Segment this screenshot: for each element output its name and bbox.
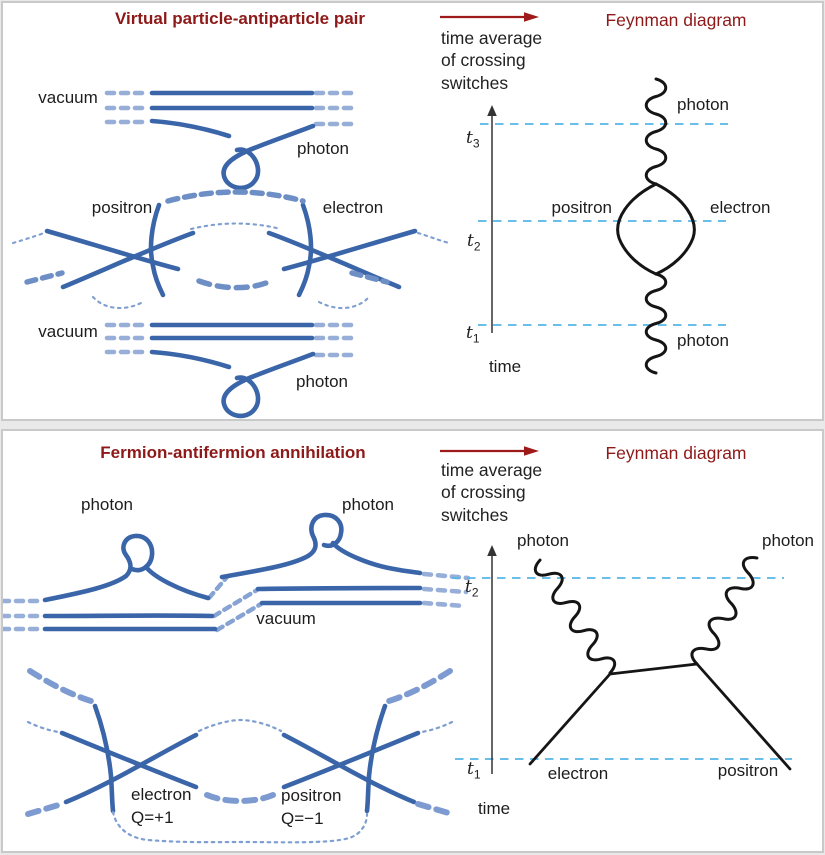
panel-annihilation bbox=[1, 429, 824, 853]
crossing-note: time average of crossing switches bbox=[441, 460, 543, 525]
feynman-diagram-title: Feynman diagram bbox=[605, 10, 747, 30]
vacuum-label-top: vacuum bbox=[38, 88, 98, 107]
up-arrow-icon bbox=[487, 545, 497, 556]
vacuum-strands bbox=[45, 515, 420, 629]
photon-wavy-bottom bbox=[646, 274, 666, 373]
photon-label-fd-top: photon bbox=[677, 95, 729, 114]
feynman-diagram-title: Feynman diagram bbox=[605, 443, 747, 463]
photon-label-art-bottom: photon bbox=[296, 372, 348, 391]
up-arrow-icon bbox=[487, 105, 497, 116]
feynman-graph bbox=[530, 553, 790, 769]
internal-fermion-line bbox=[610, 664, 697, 674]
electron-label-fd: electron bbox=[547, 764, 609, 783]
annihilation-fine-dots bbox=[28, 720, 452, 842]
vacuum-label: vacuum bbox=[256, 609, 316, 628]
positron-charge-label: positron Q=−1 bbox=[281, 786, 342, 828]
photon-label-fd-left: photon bbox=[517, 531, 569, 550]
switch-arrow bbox=[440, 446, 539, 455]
photon-wavy-top bbox=[646, 79, 666, 184]
time-axis-label: time bbox=[488, 357, 522, 376]
electron-charge-label: electron Q=+1 bbox=[131, 785, 192, 827]
time-slice-dashes bbox=[452, 578, 792, 759]
t3-label: $t_3$ bbox=[466, 128, 480, 151]
panel-title: Fermion-antifermion annihilation bbox=[100, 443, 366, 462]
panel-title: Virtual particle-antiparticle pair bbox=[114, 9, 366, 28]
electron-label-fd: electron bbox=[710, 198, 771, 217]
photon-wavy-right bbox=[689, 553, 766, 669]
positron-label-fd: positron bbox=[551, 198, 612, 217]
pair-bubble bbox=[618, 184, 695, 274]
t2-label: $t_2$ bbox=[467, 231, 481, 254]
right-arrow-icon bbox=[524, 12, 539, 21]
photon-loop-left bbox=[45, 536, 152, 600]
t1-label: $t_1$ bbox=[466, 323, 480, 346]
time-axis-label: time bbox=[477, 799, 511, 818]
photon-label-art-left: photon bbox=[81, 495, 133, 514]
positron-label-art: positron bbox=[91, 198, 153, 217]
annihilation-drawing bbox=[3, 431, 822, 851]
positron-label-fd: positron bbox=[717, 761, 779, 780]
pair-crossing-strands bbox=[47, 205, 415, 295]
panel-virtual-pair bbox=[1, 1, 824, 421]
pair-fine-dots bbox=[13, 224, 449, 309]
time-slice-dashes bbox=[478, 124, 728, 325]
annihilation-crossing-strands bbox=[62, 706, 418, 811]
switch-arrow bbox=[440, 12, 539, 21]
vacuum-label-bottom: vacuum bbox=[38, 322, 98, 341]
positron-line bbox=[697, 664, 790, 769]
photon-label-art-top: photon bbox=[297, 139, 349, 158]
crossing-note: time average of crossing switches bbox=[441, 28, 543, 93]
time-axis bbox=[487, 545, 497, 774]
electron-label-art: electron bbox=[322, 198, 384, 217]
t2-label: $t_2$ bbox=[465, 577, 479, 600]
photon-label-fd-right: photon bbox=[762, 531, 814, 550]
photon-label-fd-bottom: photon bbox=[677, 331, 729, 350]
right-arrow-icon bbox=[524, 446, 539, 455]
photon-loop-right bbox=[222, 515, 341, 577]
photon-wavy-left bbox=[532, 555, 619, 678]
time-axis bbox=[487, 105, 497, 333]
electron-line bbox=[530, 674, 610, 764]
photon-label-art-right: photon bbox=[342, 495, 394, 514]
t1-label: $t_1$ bbox=[467, 759, 481, 782]
